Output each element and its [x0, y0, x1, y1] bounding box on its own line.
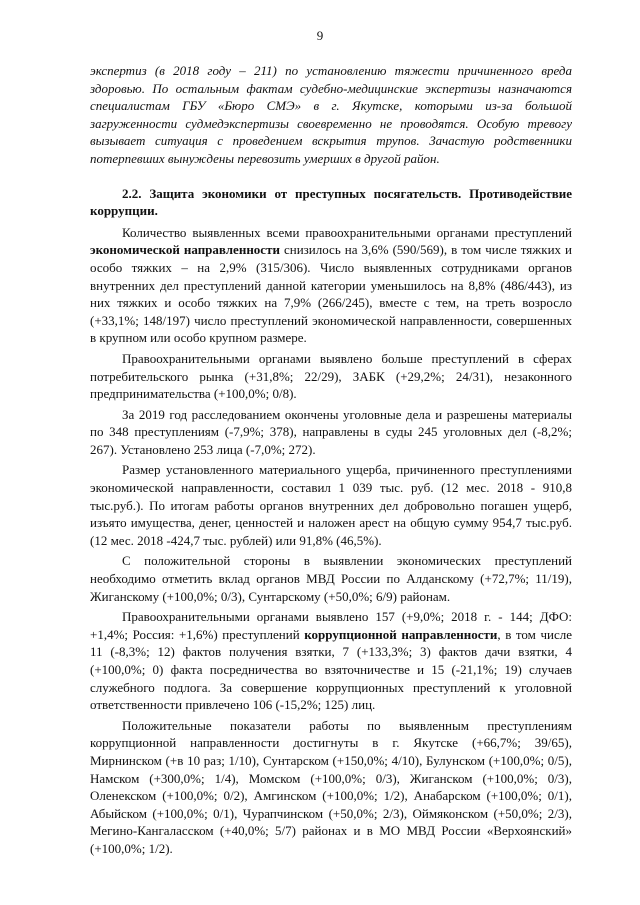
bold-term-economic: экономической направленности — [90, 242, 280, 258]
paragraph-economic-crimes — [90, 224, 572, 347]
paragraph-corruption-crimes — [90, 608, 572, 714]
paragraph-text: снизилось на 3,6% (590/569), в том числе тяжких и особо тяжких – на 2,9% (315/306). Число выявленных сотрудниками органов внутренних дел преступлений данной категории уменьшилось на 8,8% (486/443), из них тяжких и особо тяжких на 7,9% (266/245), вместе с тем, на треть возросло (+33,1%; 148/197) число преступлений экономической направленности, совершенных в крупном или особо крупном размере. — [90, 242, 572, 346]
paragraph-damage: Размер установленного материального ущерба, причиненного преступлениями экономической направленности, составил 1 039 тыс. руб. (12 мес. 2018 - 910,8 тыс.руб.). По итогам работы органов внутренних дел добровольно погашен ущерб, изъято имущества, денег, ценностей и наложен арест на общую сумму 954,7 тыс.руб. (12 мес. 2018 -424,7 тыс. рублей) или 91,8% (46,5%). — [90, 462, 572, 548]
paragraph-investigations: За 2019 год расследованием окончены уголовные дела и разрешены материалы по 348 преступлениям (-7,9%; 378), направлены в суды 245 уголовных дел (-8,2%; 267). Установлено 253 лица (-7,0%; 272). — [90, 406, 572, 457]
bold-term-corruption: коррупционной направленности — [304, 626, 498, 642]
paragraph-text: , в том числе 11 (-8,3%; 12) фактов получения взятки, 7 (+133,3%; 3) фактов дачи взятки, 4 (+100,0%; 0) факта посредничества во взяточничестве и 15 (-21,1%; 19) случаев служебного подлога. За совершение коррупционных преступлений к уголовной ответственности привлечено 106 (-15,2%; 125) лиц. — [90, 626, 572, 713]
paragraph-corruption-regions: Положительные показатели работы по выявленным преступлениям коррупционной направленности достигнуты в г. Якутске (+66,7%; 39/65), Мирнинском (+в 10 раз; 1/10), Сунтарском (+150,0%; 4/10), Булунском (+100,0%; 0/5), Намском (+300,0%; 1/4), Момском (+100,0%; 0/3), Жиганском (+100,0%; 0/3), Оленекском (+100,0%; 0/2), Амгинском (+100,0%; 1/2), Анабарском (+100,0%; 0/1), Абыйском (+100,0%; 0/1), Чурапчинском (+50,0%; 2/3), Оймяконском (+50,0%; 2/3), Мегино-Кангаласском (+40,0%; 5/7) районах и в МО МВД России «Верхоянский» (+100,0%; 1/2). — [90, 717, 572, 856]
document-body — [90, 62, 572, 861]
intro-paragraph: экспертиз (в 2018 году – 211) по установлению тяжести причиненного вреда здоровью. По остальным фактам судебно-медицинские экспертизы назначаются специалистам ГБУ «Бюро СМЭ» в г. Якутске, которыми из-за большой загруженности судмедэкспертизы своевременно не проводятся. Особую тревогу вызывает ситуация с проведением вскрытия трупов. Зачастую родственники потерпевших вынуждены перевозить умерших в другой район. — [90, 63, 572, 166]
page-number: 9 — [316, 28, 324, 43]
paragraph-text: Количество выявленных всеми правоохранительными органами преступлений — [122, 224, 572, 240]
paragraph-positive-regions: С положительной стороны в выявлении экономических преступлений необходимо отметить вклад органов МВД России по Алданскому (+72,7%; 11/19), Жиганскому (+100,0%; 0/3), Сунтарскому (+50,0%; 6/9) районам. — [90, 553, 572, 604]
section-heading: 2.2. Защита экономики от преступных посягательств. Противодействие коррупции. — [90, 185, 572, 219]
paragraph-consumer-market: Правоохранительными органами выявлено больше преступлений в сферах потребительского рынка (+31,8%; 22/29), ЗАБК (+29,2%; 24/31), незаконного предпринимательства (+100,0%; 0/8). — [90, 350, 572, 402]
paragraph-text: Правоохранительными органами выявлено 157 (+9,0%; 2018 г. - 144; ДФО: +1,4%; Россия: +1,6%) преступлений — [90, 609, 572, 642]
